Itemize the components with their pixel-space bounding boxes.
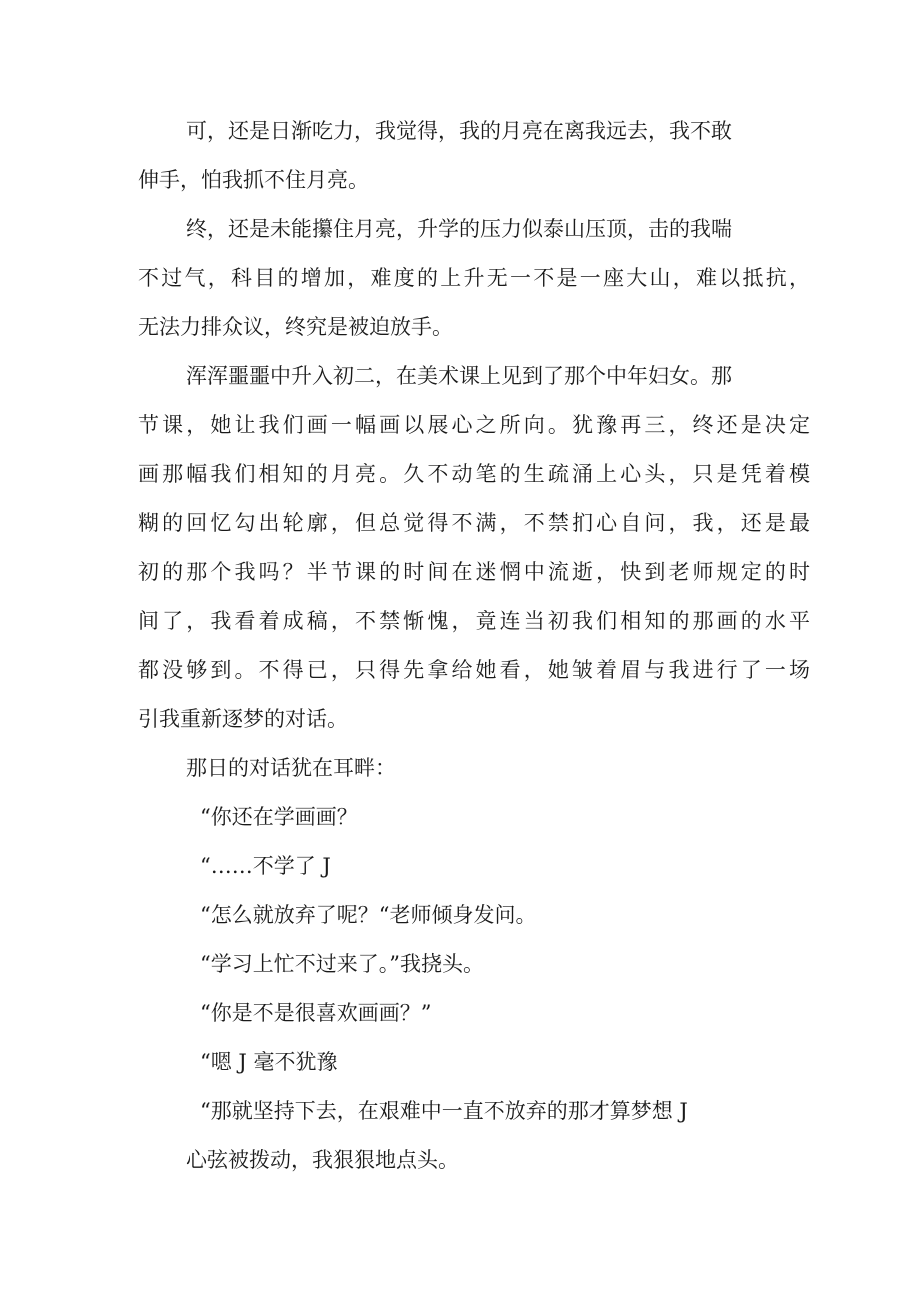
paragraph-line: 那日的对话犹在耳畔： bbox=[186, 756, 396, 780]
paragraph-line: 不过气，科目的增加，难度的上升无一不是一座大山，难以抵抗， bbox=[138, 266, 810, 290]
paragraph-line: 初的那个我吗？半节课的时间在迷惘中流逝，快到老师规定的时 bbox=[138, 560, 810, 584]
dialogue-line: “你还在学画画？ bbox=[200, 805, 358, 829]
paragraph-line: 终，还是未能攥住月亮，升学的压力似泰山压顶，击的我喘 bbox=[186, 217, 732, 241]
dialogue-line: “怎么就放弃了呢？“老师倾身发问。 bbox=[200, 903, 537, 927]
paragraph-line: 画那幅我们相知的月亮。久不动笔的生疏涌上心头，只是凭着模 bbox=[138, 462, 810, 486]
paragraph-line: 节课，她让我们画一幅画以展心之所向。犹豫再三，终还是决定 bbox=[138, 413, 810, 437]
dialogue-line: “那就坚持下去，在艰难中一直不放弃的那才算梦想 J bbox=[200, 1099, 688, 1123]
dialogue-line: “嗯 J 毫不犹豫 bbox=[200, 1050, 338, 1074]
paragraph-line: 可，还是日渐吃力，我觉得，我的月亮在离我远去，我不敢 bbox=[186, 119, 732, 143]
dialogue-line: “学习上忙不过来了。”我挠头。 bbox=[200, 952, 484, 976]
paragraph-line: 伸手，怕我抓不住月亮。 bbox=[138, 168, 369, 192]
paragraph-line: 糊的回忆勾出轮廓，但总觉得不满，不禁扪心自问，我，还是最 bbox=[138, 511, 810, 535]
paragraph-line: 无法力排众议，终究是被迫放手。 bbox=[138, 315, 453, 339]
paragraph-line: 浑浑噩噩中升入初二，在美术课上见到了那个中年妇女。那 bbox=[186, 364, 732, 388]
dialogue-line: “……不学了 J bbox=[200, 854, 331, 878]
paragraph-line: 都没够到。不得已，只得先拿给她看，她皱着眉与我进行了一场 bbox=[138, 658, 810, 682]
paragraph-line: 引我重新逐梦的对话。 bbox=[138, 707, 348, 731]
paragraph-line: 间了，我看着成稿，不禁惭愧，竟连当初我们相知的那画的水平 bbox=[138, 609, 810, 633]
dialogue-line: “你是不是很喜欢画画？” bbox=[200, 1001, 432, 1025]
paragraph-line: 心弦被拨动，我狠狠地点头。 bbox=[186, 1148, 459, 1172]
